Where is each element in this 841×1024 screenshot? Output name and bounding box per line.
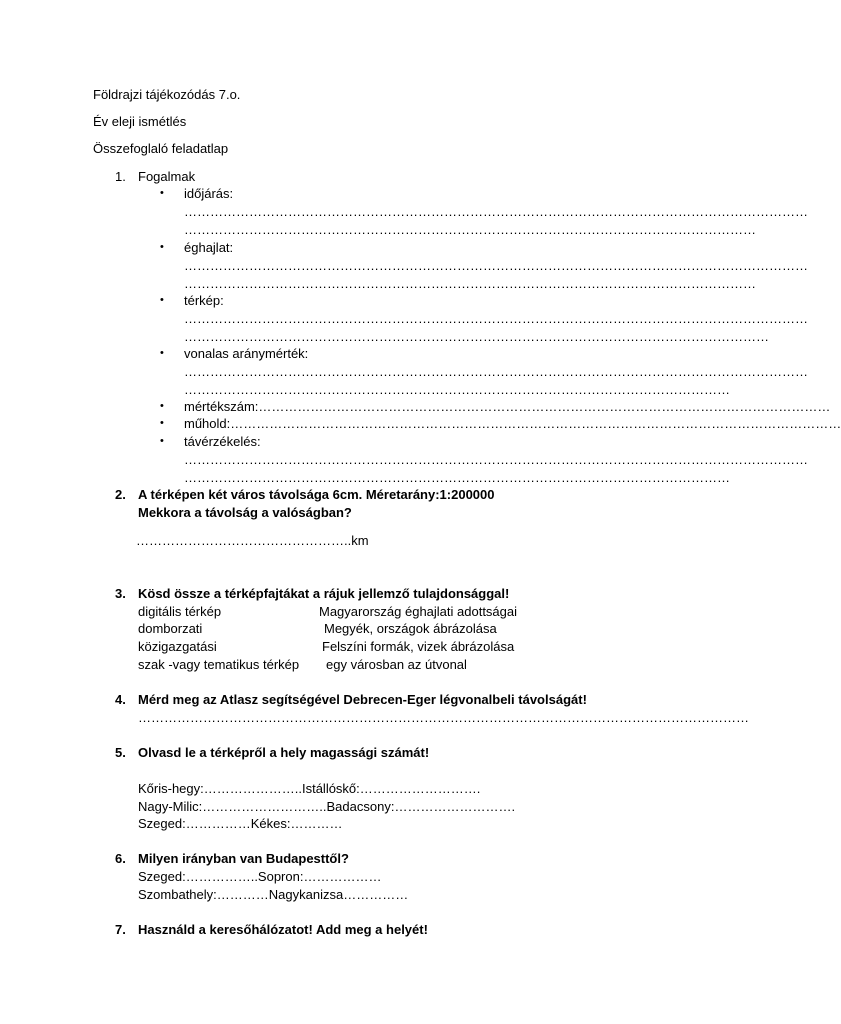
q4-question: Mérd meg az Atlasz segítségével Debrecen-Eger légvonalbeli távolságát! [138, 692, 587, 707]
q6-number: 6. [115, 851, 126, 866]
direction-row: Szombathely:…………Nagykanizsa…………… [138, 887, 409, 902]
q2-answer-line: …………………………………………..km [136, 533, 369, 548]
map-property-item: egy városban az útvonal [326, 657, 467, 672]
q6-question: Milyen irányban van Budapesttől? [138, 851, 349, 866]
answer-line: ……………………………………………………………………………………………………………………………… [184, 204, 808, 219]
q2-number: 2. [115, 487, 126, 502]
bullet: • [160, 400, 164, 412]
q1-number: 1. [115, 169, 126, 184]
q1-title: Fogalmak [138, 169, 196, 184]
q2-question: A térképen két város távolsága 6cm. Méretarány:1:200000 [138, 487, 495, 502]
answer-line: ……………………………………………………………………………………………………………………………… [184, 364, 808, 379]
answer-line: ……………………………………………………………………………………………………………… [184, 470, 730, 485]
map-type-item: domborzati [138, 621, 203, 636]
q7-number: 7. [115, 922, 126, 937]
answer-line: …………………………………………………………………………………………………………………… [184, 276, 756, 291]
q4-answer-line: …………………………………………………………………………………………………………………………… [138, 710, 749, 725]
map-type-item: digitális térkép [138, 604, 222, 619]
q3-question: Kösd össze a térképfajtákat a rájuk jellemző tulajdonsággal! [138, 586, 510, 601]
term-label: mértékszám:…………………………………………………………………………………………………………………… [184, 399, 831, 414]
bullet: • [160, 417, 164, 429]
worksheet-type: Összefoglaló feladatlap [93, 141, 229, 156]
term-label: műhold:…………………………………………………………………………………………………………………………… [184, 416, 841, 431]
bullet: • [160, 435, 164, 447]
map-property-item: Megyék, országok ábrázolása [324, 621, 497, 636]
term-label: vonalas aránymérték: [184, 346, 309, 361]
q3-number: 3. [115, 586, 126, 601]
answer-line: ……………………………………………………………………………………………………………………………… [184, 258, 808, 273]
q5-question: Olvasd le a térképről a hely magassági számát! [138, 745, 430, 760]
answer-line: ……………………………………………………………………………………………………………………………… [184, 311, 808, 326]
term-label: éghajlat: [184, 240, 234, 255]
map-property-item: Felszíni formák, vizek ábrázolása [322, 639, 515, 654]
q7-question: Használd a keresőhálózatot! Add meg a helyét! [138, 922, 428, 937]
answer-line: ……………………………………………………………………………………………………………………………… [184, 452, 808, 467]
term-label: időjárás: [184, 186, 234, 201]
worksheet-subtitle: Év eleji ismétlés [93, 114, 187, 129]
map-type-item: szak -vagy tematikus térkép [138, 657, 300, 672]
q4-number: 4. [115, 692, 126, 707]
worksheet-title: Földrajzi tájékozódás 7.o. [93, 87, 241, 102]
answer-line: …………………………………………………………………………………………………………………… [184, 222, 756, 237]
answer-line: ……………………………………………………………………………………………………………… [184, 382, 730, 397]
term-label: térkép: [184, 293, 224, 308]
direction-row: Szeged:……………..Sopron:……………… [138, 869, 382, 884]
map-property-item: Magyarország éghajlati adottságai [319, 604, 518, 619]
elevation-row: Nagy-Milic:………………………..Badacsony:………………………. [138, 799, 516, 814]
bullet: • [160, 347, 164, 359]
term-label: távérzékelés: [184, 434, 261, 449]
map-type-item: közigazgatási [138, 639, 217, 654]
q2-question-cont: Mekkora a távolság a valóságban? [138, 505, 352, 520]
bullet: • [160, 294, 164, 306]
elevation-row: Szeged:……………Kékes:………… [138, 816, 343, 831]
bullet: • [160, 187, 164, 199]
answer-line: ……………………………………………………………………………………………………………………… [184, 329, 769, 344]
elevation-row: Kőris-hegy:…………………..Istállóskő:………………………. [138, 781, 481, 796]
bullet: • [160, 241, 164, 253]
q5-number: 5. [115, 745, 126, 760]
